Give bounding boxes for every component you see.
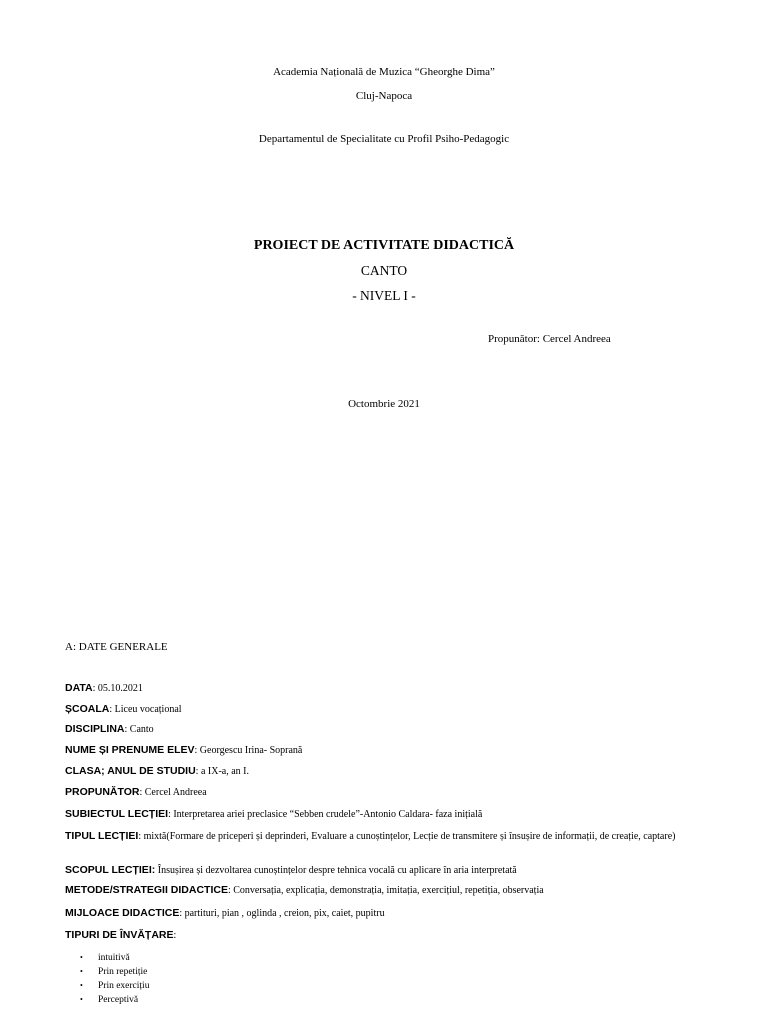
field-value: : Conversația, explicația, demonstrația, imitația, exercițiul, repetiția, observația — [227, 885, 544, 896]
list-item — [80, 993, 149, 1007]
level-heading: - NIVEL I - — [352, 288, 416, 303]
section-heading: A: DATE GENERALE — [65, 641, 168, 653]
list-item-text: Prin repetiție — [98, 967, 148, 977]
list-item — [80, 965, 149, 979]
list-item — [80, 951, 149, 965]
bullet-icon: • — [80, 967, 83, 976]
field-scopul — [65, 864, 517, 877]
field-label: CLASA; ANUL DE STUDIU — [65, 765, 196, 777]
field-tipuri — [65, 929, 176, 942]
field-propunator — [65, 786, 207, 799]
document-title: PROIECT DE ACTIVITATE DIDACTICĂ — [253, 238, 515, 253]
learning-types-list — [80, 951, 149, 1007]
proposer-line: Propunător: Cercel Andreea — [488, 333, 611, 345]
field-label: TIPURI DE ÎNVĂȚARE — [65, 929, 174, 941]
bullet-icon: • — [80, 995, 83, 1004]
field-value: Însușirea și dezvoltarea cunoștințelor despre tehnica vocală cu aplicare în aria interpretată — [155, 865, 517, 876]
field-label: ȘCOALA — [65, 703, 110, 715]
field-scoala — [65, 703, 182, 716]
field-mijloace — [65, 907, 385, 920]
bullet-icon: • — [80, 981, 83, 990]
list-item-text: Perceptivă — [98, 995, 139, 1005]
field-value: : 05.10.2021 — [92, 683, 143, 694]
field-label: MIJLOACE DIDACTICE — [65, 907, 180, 919]
academy-name: Academia Națională de Muzica “Gheorghe Dima” — [273, 66, 495, 78]
field-label: SUBIECTUL LECȚIEI — [65, 808, 169, 820]
field-value: : Liceu vocațional — [109, 704, 182, 715]
field-value: : Canto — [124, 724, 154, 735]
list-item — [80, 979, 149, 993]
field-clasa — [65, 765, 249, 778]
field-value: : Georgescu Irina- Soprană — [194, 745, 303, 756]
field-disciplina — [65, 723, 154, 736]
field-value: : Cercel Andreea — [139, 787, 207, 798]
field-label: TIPUL LECȚIEI — [65, 830, 139, 842]
field-label: PROPUNĂTOR — [65, 786, 140, 798]
subject-heading: CANTO — [360, 263, 408, 278]
field-value: : mixtă(Formare de priceperi și deprinderi, Evaluare a cunoștințelor, Lecție de transmitere și însușire de informații, de creație, captare) — [138, 831, 676, 842]
field-value: : — [173, 930, 177, 941]
list-item-text: intuitivă — [98, 953, 130, 963]
date-line: Octombrie 2021 — [348, 398, 420, 410]
bullet-icon: • — [80, 953, 83, 962]
field-data — [65, 682, 143, 695]
field-label: DATA — [65, 682, 93, 694]
department-name: Departamentul de Specialitate cu Profil Psiho-Pedagogic — [258, 133, 510, 145]
list-item-text: Prin exercițiu — [98, 981, 150, 991]
field-metode — [65, 884, 544, 897]
field-value: : a IX-a, an I. — [195, 766, 249, 777]
city-name: Cluj-Napoca — [355, 90, 413, 102]
field-label: SCOPUL LECȚIEI: — [65, 864, 156, 876]
field-label: DISCIPLINA — [65, 723, 125, 735]
field-value: : partituri, pian , oglinda , creion, pix, caiet, pupitru — [179, 908, 385, 919]
field-nume — [65, 744, 302, 757]
field-tipul — [65, 830, 677, 843]
field-label: NUME ȘI PRENUME ELEV — [65, 744, 195, 756]
field-subiectul — [65, 808, 482, 821]
field-value: : Interpretarea ariei preclasice “Sebben crudele”-Antonio Caldara- faza inițială — [168, 809, 483, 820]
field-label: METODE/STRATEGII DIDACTICE — [65, 884, 228, 896]
